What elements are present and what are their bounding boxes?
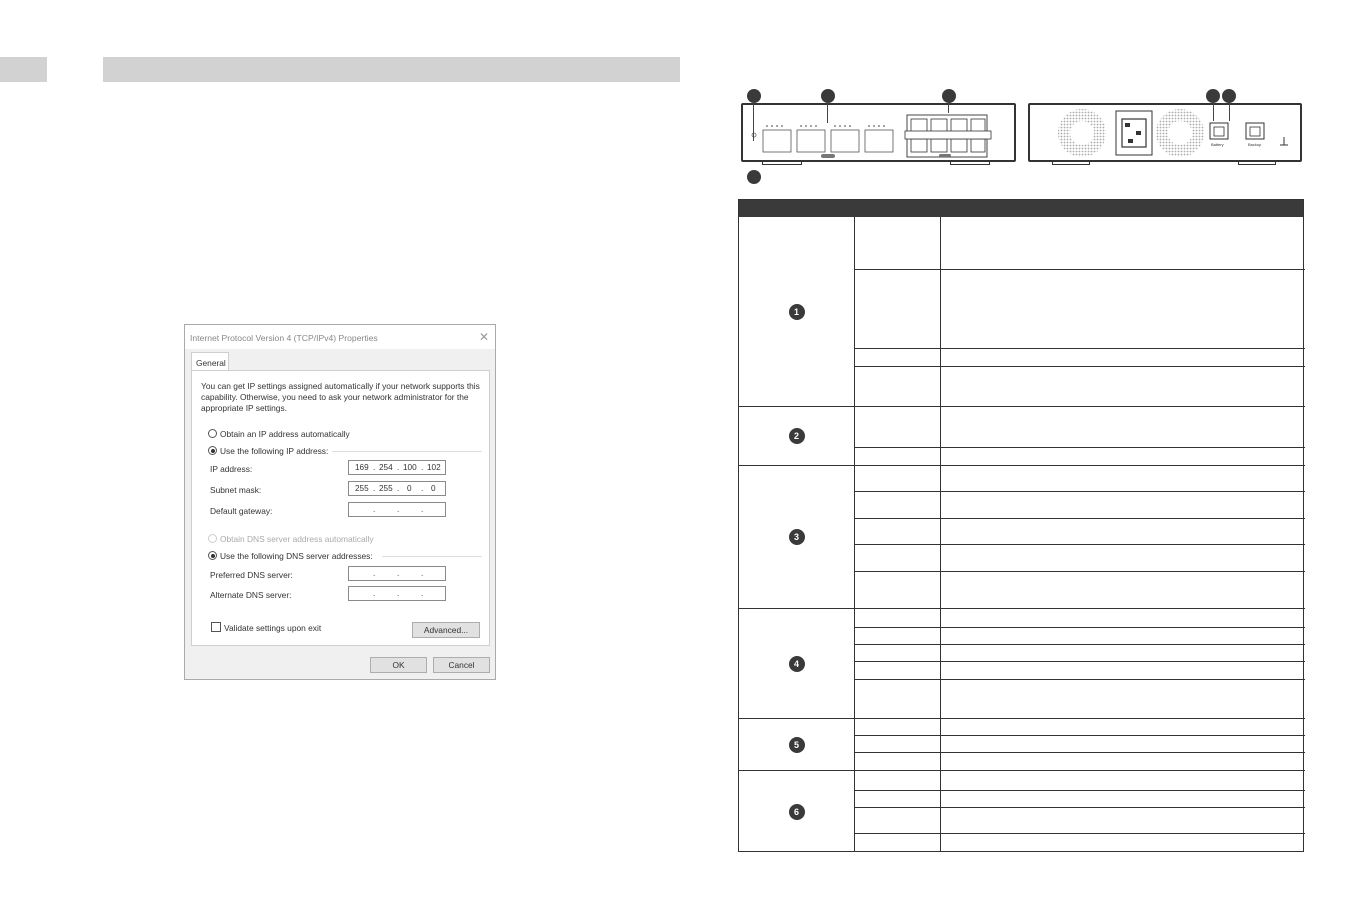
default-gateway-label: Default gateway: <box>210 506 273 516</box>
table-row <box>855 572 941 609</box>
table-row <box>941 771 1305 791</box>
table-row <box>941 572 1305 609</box>
table-row <box>941 407 1305 448</box>
cancel-button[interactable]: Cancel <box>433 657 490 673</box>
group-badge: 1 <box>789 304 805 320</box>
table-row <box>855 680 941 719</box>
device-foot <box>1238 162 1276 165</box>
use-ip-radio[interactable] <box>208 446 217 455</box>
gw-dot-3: . <box>421 505 424 514</box>
section-header-bar <box>103 57 680 82</box>
table-row <box>941 519 1305 545</box>
group-badge: 3 <box>789 529 805 545</box>
group-number-cell <box>739 719 855 771</box>
group-divider <box>332 451 482 452</box>
front-panel-drawing <box>743 105 1014 160</box>
table-row <box>941 753 1305 771</box>
table-row <box>941 808 1305 834</box>
mask-dot-3: . <box>421 484 424 493</box>
ip-octet-2: 254 <box>379 463 393 472</box>
group-number-cell <box>739 609 855 719</box>
table-row <box>855 519 941 545</box>
validate-checkbox[interactable] <box>211 622 221 632</box>
table-row <box>855 645 941 662</box>
adns-dot-3: . <box>421 589 424 598</box>
callout-marker <box>747 89 761 103</box>
obtain-ip-label: Obtain an IP address automatically <box>220 429 350 439</box>
callout-marker <box>942 89 956 103</box>
table-row <box>941 349 1305 367</box>
gw-dot-2: . <box>397 505 400 514</box>
callout-marker <box>821 89 835 103</box>
use-ip-label: Use the following IP address: <box>220 446 329 456</box>
mask-dot-1: . <box>373 484 376 493</box>
group-number-cell <box>739 217 855 407</box>
table-row <box>941 492 1305 519</box>
table-header <box>739 200 1303 217</box>
table-row <box>941 791 1305 808</box>
mask-octet-2: 255 <box>379 484 393 493</box>
table-row <box>855 407 941 448</box>
table-row <box>855 349 941 367</box>
group-number-cell <box>739 407 855 466</box>
device-foot <box>950 162 990 165</box>
obtain-dns-label: Obtain DNS server address automatically <box>220 534 374 544</box>
device-foot <box>762 162 802 165</box>
callout-marker <box>747 170 761 184</box>
table-row <box>855 448 941 466</box>
device-rear-panel <box>1028 103 1302 162</box>
table-row <box>941 645 1305 662</box>
table-row <box>855 753 941 771</box>
table-row <box>941 367 1305 407</box>
table-row <box>855 466 941 492</box>
dialog-titlebar <box>185 325 495 349</box>
callout-leader <box>753 103 754 141</box>
table-row <box>941 662 1305 680</box>
table-row <box>855 736 941 753</box>
table-row <box>855 609 941 628</box>
table-row <box>855 834 941 852</box>
device-foot <box>1052 162 1090 165</box>
ip-octet-4: 102 <box>427 463 441 472</box>
table-row <box>941 466 1305 492</box>
alternate-dns-input[interactable] <box>348 586 446 601</box>
validate-label: Validate settings upon exit <box>224 623 322 633</box>
default-gateway-input[interactable] <box>348 502 446 517</box>
use-dns-label: Use the following DNS server addresses: <box>220 551 373 561</box>
table-row <box>941 736 1305 753</box>
table-row <box>855 545 941 572</box>
rear-panel-drawing <box>1030 105 1300 160</box>
group-badge: 5 <box>789 737 805 753</box>
callout-leader <box>948 103 949 113</box>
use-dns-radio[interactable] <box>208 551 217 560</box>
group-badge: 6 <box>789 804 805 820</box>
obtain-dns-radio[interactable] <box>208 534 217 543</box>
table-row <box>941 545 1305 572</box>
mask-octet-4: 0 <box>431 484 436 493</box>
obtain-ip-radio[interactable] <box>208 429 217 438</box>
table-row <box>855 791 941 808</box>
group-badge: 2 <box>789 428 805 444</box>
advanced-button[interactable]: Advanced... <box>412 622 480 638</box>
rear-port-label-1: Battery <box>1211 142 1224 147</box>
group-divider <box>382 556 482 557</box>
table-row <box>941 834 1305 852</box>
subnet-mask-label: Subnet mask: <box>210 485 262 495</box>
table-row <box>855 367 941 407</box>
ip-dot-3: . <box>421 463 424 472</box>
gw-dot-1: . <box>373 505 376 514</box>
table-row <box>855 719 941 736</box>
ip-dot-2: . <box>397 463 400 472</box>
table-row <box>855 808 941 834</box>
table-row <box>941 628 1305 645</box>
table-row <box>941 609 1305 628</box>
pdns-dot-1: . <box>373 569 376 578</box>
alternate-dns-label: Alternate DNS server: <box>210 590 292 600</box>
close-icon[interactable]: ✕ <box>478 330 489 344</box>
pdns-dot-3: . <box>421 569 424 578</box>
callout-leader <box>1213 103 1214 121</box>
callout-leader <box>1229 103 1230 121</box>
callout-marker <box>1206 89 1220 103</box>
table-row <box>855 628 941 645</box>
pdns-dot-2: . <box>397 569 400 578</box>
tab-general[interactable] <box>191 352 229 371</box>
callout-marker <box>1222 89 1236 103</box>
table-row <box>941 680 1305 719</box>
table-row <box>941 270 1305 349</box>
table-row <box>941 217 1305 270</box>
intro-text: You can get IP settings assigned automatically if your network supports this capability. Otherwise, you need to ask your network administrator for the appropriate IP settings. <box>201 381 480 413</box>
mask-dot-2: . <box>397 484 400 493</box>
page-edge-tab <box>0 57 47 82</box>
mask-octet-1: 255 <box>355 484 369 493</box>
dialog-title: Internet Protocol Version 4 (TCP/IPv4) Properties <box>190 333 378 343</box>
group-number-cell <box>739 466 855 609</box>
subnet-mask-input[interactable] <box>348 481 446 496</box>
preferred-dns-label: Preferred DNS server: <box>210 570 293 580</box>
group-badge: 4 <box>789 656 805 672</box>
table-row <box>855 492 941 519</box>
group-number-cell <box>739 771 855 852</box>
preferred-dns-input[interactable] <box>348 566 446 581</box>
spec-table <box>738 199 1304 852</box>
device-front-panel <box>741 103 1016 162</box>
ip-octet-3: 100 <box>403 463 417 472</box>
table-row <box>941 719 1305 736</box>
ip-address-label: IP address: <box>210 464 253 474</box>
table-row <box>855 217 941 270</box>
ip-dot-1: . <box>373 463 376 472</box>
ip-octet-1: 169 <box>355 463 369 472</box>
ok-button[interactable]: OK <box>370 657 427 673</box>
table-row <box>855 662 941 680</box>
adns-dot-1: . <box>373 589 376 598</box>
rear-port-label-2: Backup <box>1248 142 1262 147</box>
table-row <box>941 448 1305 466</box>
table-row <box>855 771 941 791</box>
mask-octet-3: 0 <box>407 484 412 493</box>
general-panel <box>191 370 490 646</box>
callout-leader <box>827 103 828 123</box>
tab-general-label: General <box>196 358 226 368</box>
adns-dot-2: . <box>397 589 400 598</box>
table-row <box>855 270 941 349</box>
ipv4-properties-dialog <box>184 324 496 680</box>
ip-address-input[interactable] <box>348 460 446 475</box>
